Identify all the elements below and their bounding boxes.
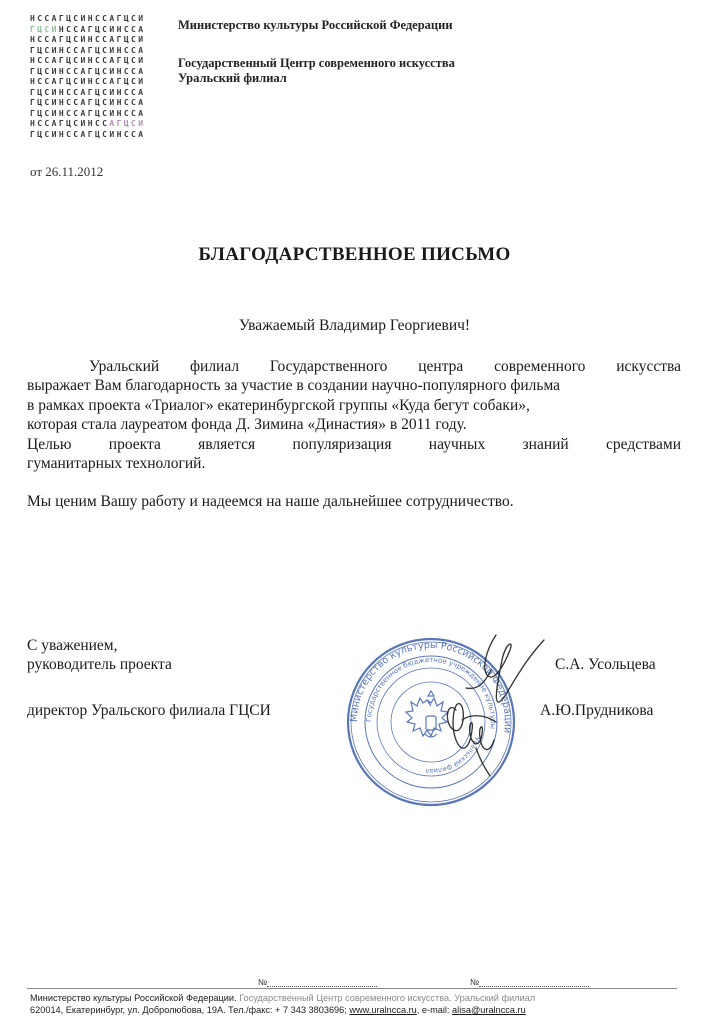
logo-grid-row: НССАГЦСИНССАГЦСИ — [30, 56, 146, 65]
logo-grid-row: НССАГЦСИНССАГЦСИ — [30, 35, 146, 44]
signatory-name-2: А.Ю.Прудникова — [540, 702, 654, 719]
letter-date: от 26.11.2012 — [30, 164, 104, 179]
handwritten-signature — [436, 630, 551, 785]
logo-grid-row: ГЦСИНССАГЦСИНССА — [30, 66, 146, 76]
logo-grid-row: ГЦСИНССАГЦСИНССА — [30, 129, 146, 139]
logo-letter-grid — [30, 14, 170, 140]
signatory-name-1: С.А. Усольцева — [555, 656, 656, 673]
logo-grid-row: НССАГЦСИНССАГЦСИ — [30, 119, 146, 128]
number-label-1: № — [258, 977, 268, 987]
letter-body — [27, 357, 681, 512]
footer-email-label: , e-mail: — [416, 1005, 450, 1015]
body-p1-line-4: которая стала лауреатом фонда Д. Зимина «Династия» в 2011 году. — [27, 416, 467, 434]
footer-website-link[interactable]: www.uralncca.ru — [349, 1005, 417, 1015]
incoming-number-field — [470, 977, 589, 987]
body-p2-line-2: гуманитарных технологий. — [27, 455, 206, 473]
header-branch: Уральский филиал — [178, 71, 287, 85]
body-p3: Мы ценим Вашу работу и надеемся на наше дальнейшее сотрудничество. — [27, 493, 514, 511]
footer-divider — [27, 988, 677, 989]
seal-inner-text: Государственное бюджетное учреждение культуры — [364, 655, 498, 730]
greeting: Уважаемый Владимир Георгиевич! — [238, 317, 471, 334]
closing-block — [27, 636, 172, 675]
number-label-2: № — [470, 977, 480, 987]
letter-title: БЛАГОДАРСТВЕННОЕ ПИСЬМО — [198, 244, 511, 265]
outgoing-number-field — [258, 977, 377, 987]
closing-regards: С уважением, — [27, 637, 118, 654]
footer-line-2 — [30, 1004, 535, 1016]
footer — [30, 992, 535, 1016]
footer-center: Государственный Центр современного искусства. Уральский филиал — [239, 993, 536, 1003]
logo-grid-row: ГЦСИНССАГЦСИНССА — [30, 45, 146, 55]
logo-grid-row: НССАГЦСИНССАГЦСИ — [30, 14, 146, 23]
body-p1-line-1: Уральский филиал Государственного центра современного искусства — [89, 358, 681, 375]
closing-role-2: директор Уральского филиала ГЦСИ — [27, 702, 271, 719]
body-p1-line-3: в рамках проекта «Триалог» екатеринбургской группы «Куда бегут собаки», — [27, 396, 530, 414]
closing-role-1: руководитель проекта — [27, 656, 172, 674]
header-center: Государственный Центр современного искусства — [178, 56, 455, 70]
logo-grid-row: ГЦСИНССАГЦСИНССА — [30, 108, 146, 118]
footer-email-link[interactable]: alisa@uralncca.ru — [452, 1005, 526, 1015]
footer-line-1 — [30, 992, 535, 1004]
logo-grid-row: ГЦСИНССАГЦСИНССА — [30, 24, 146, 34]
footer-ministry: Министерство культуры Российской Федерации. — [30, 993, 237, 1003]
logo-grid-row: ГЦСИНССАГЦСИНССА — [30, 87, 146, 97]
body-p2-line-1: Целью проекта является популяризация научных знаний средствами — [27, 435, 681, 453]
header-ministry: Министерство культуры Российской Федерации — [178, 18, 453, 32]
logo-grid-row: НССАГЦСИНССАГЦСИ — [30, 77, 146, 86]
seal-outer-text: Министерство культуры Российской Федерации — [348, 639, 514, 734]
footer-address: 620014, Екатеринбург, ул. Добролюбова, 19А. Тел./факс: + 7 343 3803696; — [30, 1005, 347, 1015]
logo-grid-row: ГЦСИНССАГЦСИНССА — [30, 98, 146, 107]
seal-branch-text: Уральский филиал — [425, 735, 482, 776]
body-p1-line-2: выражает Вам благодарность за участие в создании научно-популярного фильма — [27, 377, 561, 395]
